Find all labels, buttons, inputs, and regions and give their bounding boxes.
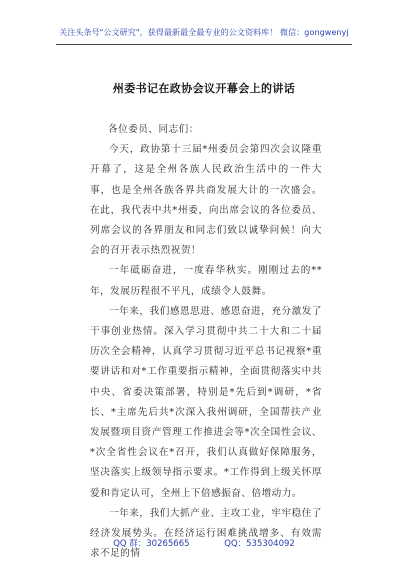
- salutation: 各位委员、同志们：: [108, 124, 199, 135]
- document-body: [90, 120, 322, 564]
- paragraph: 一年来，我们感恩思进、感恩奋进，充分激发了干事创业热情。深入学习贯彻中共二十大和二十届历次全会精神，认真学习贯彻习近平总书记视察*重要讲话和对*工作重要指示精神，全面贯彻落实中共中央、省委决策部署，特别是*先后到*调研，*省长、*主席先后共*次深入我州调研，全国帮扶产业发展暨项目资产管理工作推进会等*次全国性会议、*次全省性会议在*召开，我们认真做好保障服务，坚决落实上级领导指示要求。*工作得到上级关怀厚爱和肯定认可，全州上下倍感振奋、倍增动力。: [90, 305, 322, 499]
- document-title: 州委书记在政协会议开幕会上的讲话: [112, 82, 296, 95]
- paragraph: 今天，政协第十三届*州委员会第四次会议隆重开幕了，这是全州各族人民政治生活中的一件大事，也是全州各族各界共商发展大计的一次盛会。在此，我代表中共*州委，向出席会议的各位委员、列席会议的各界朋友和同志们致以诚挚问候！向大会的召开表示热烈祝贺！: [90, 144, 322, 257]
- header-divider: [56, 44, 352, 45]
- footer-qq-group: QQ 群：30265665: [113, 539, 190, 549]
- footer-qq: QQ：535304092: [224, 539, 295, 549]
- paragraph: 一年砥砺奋进，一度春华秋实。刚刚过去的**年，发展历程很不平凡，成绩令人鼓舞。: [90, 265, 322, 297]
- footer-contact: [0, 537, 408, 549]
- header-banner: 关注头条号"公文研究"，获得最新最全最专业的公文资料库！ 微信：gongwenyj: [59, 28, 349, 37]
- paragraph: 一年来，我们大抓产业、主攻工业，牢牢稳住了经济发展势头。在经济运行困难挑战增多、有效需求不足的情: [90, 507, 322, 560]
